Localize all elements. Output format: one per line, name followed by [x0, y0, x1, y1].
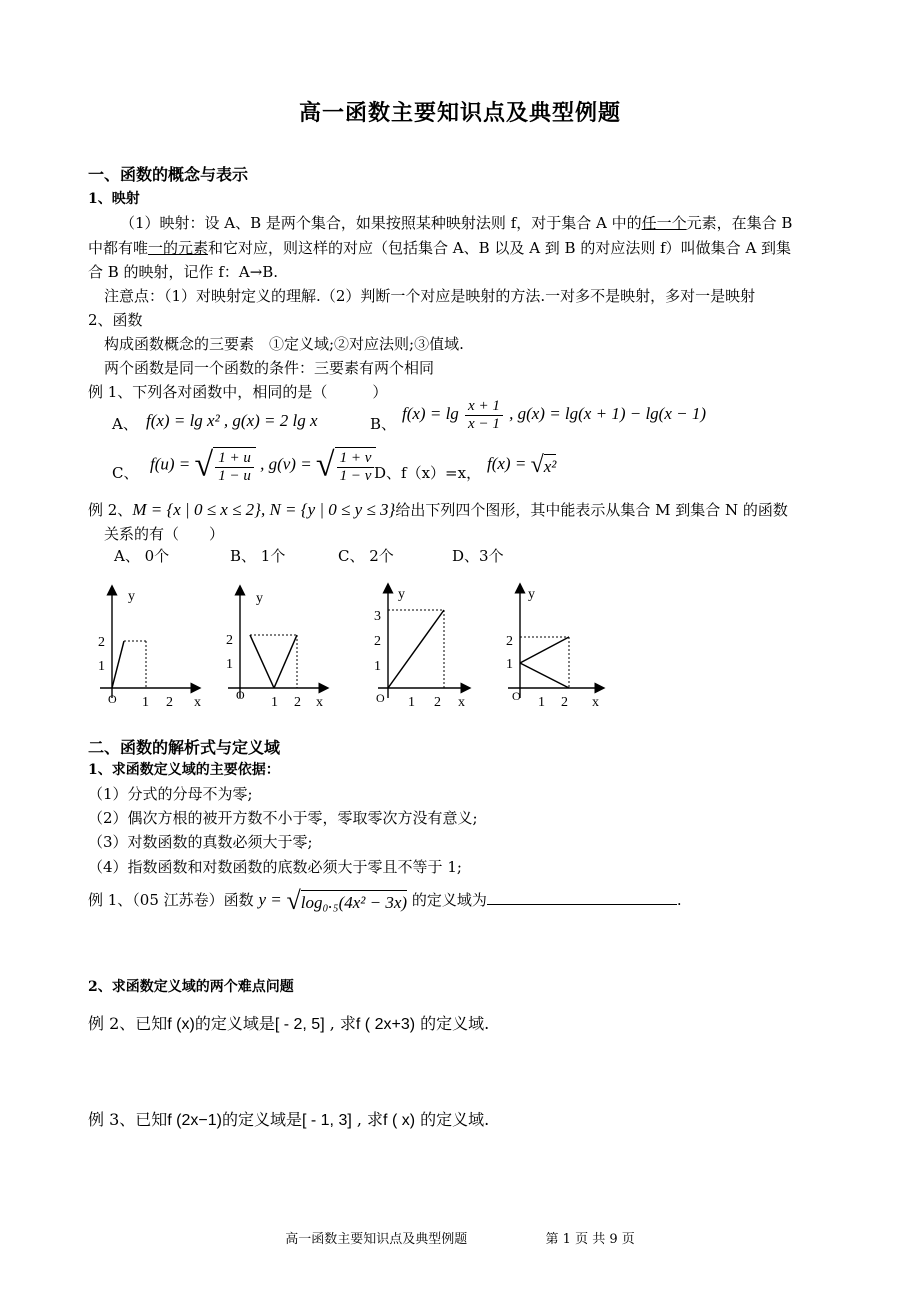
- ex1-option-a-label: A、: [112, 415, 138, 433]
- rule-4: （4）指数函数和对数函数的底数必须大于零且不等于 1;: [88, 858, 462, 876]
- fraction: [337, 450, 375, 484]
- tick-y: 2: [98, 635, 105, 650]
- text: 例 2、已知: [88, 1014, 168, 1033]
- fraction: [465, 398, 503, 432]
- section1-heading: 一、函数的概念与表示: [88, 165, 249, 184]
- y-label: y: [528, 587, 535, 602]
- graph-3: [374, 587, 466, 710]
- math: f ( 2x+3): [355, 1016, 416, 1033]
- page-number: 第 1 页 共 9 页: [545, 1232, 635, 1247]
- section1-sub1: 1、映射: [88, 191, 140, 207]
- function-same-condition: 两个函数是同一个函数的条件：三要素有两个相同: [104, 359, 435, 377]
- radicand: log₀.₅(4x² − 3x): [301, 890, 407, 913]
- sqrt: √ $\frac{1 + u}{1 - u}$: [195, 447, 256, 484]
- x-label: x: [458, 695, 465, 710]
- denominator: 1 − u: [218, 467, 251, 484]
- ex1-option-d-math: [487, 453, 556, 477]
- denominator: 1 − v: [339, 467, 372, 484]
- text: （1）映射：设 A、B 是两个集合，如果按照某种映射法则 f，对于集合 A 中的: [120, 214, 642, 232]
- function-elements: 构成函数概念的三要素 ①定义域;②对应法则;③值域.: [104, 335, 464, 353]
- text: 中都有唯: [88, 239, 149, 257]
- mapping-para-line1: [120, 212, 792, 233]
- graph-2: [226, 590, 324, 710]
- text: 例 1、（05 江苏卷）函数: [88, 891, 254, 909]
- text: , 求: [324, 1014, 356, 1033]
- tick-y: 2: [374, 634, 381, 649]
- y-label: y: [398, 587, 405, 602]
- math: f (2x−1): [167, 1112, 222, 1129]
- mapping-para-line2: [88, 237, 791, 258]
- section1-sub2: 2、函数: [88, 311, 143, 329]
- ex2-option-c: C、 2个: [338, 547, 394, 565]
- text: , 求: [351, 1110, 384, 1129]
- footer-title: 高一函数主要知识点及典型例题: [285, 1232, 468, 1247]
- tick-x: 1: [271, 695, 278, 710]
- text: 给出下列四个图形，其中能表示从集合 M 到集合 N 的函数: [395, 501, 788, 519]
- math: [ - 1, 3]: [301, 1112, 352, 1129]
- text: 的定义域是: [221, 1110, 302, 1129]
- x-label: x: [316, 695, 323, 710]
- text: 的定义域.: [415, 1014, 490, 1033]
- math: f (x): [167, 1016, 195, 1033]
- text: 的定义域是: [194, 1014, 275, 1033]
- fraction: [215, 450, 254, 484]
- tick-y: 1: [374, 659, 381, 674]
- ex1-option-d-label: D、f（x）=x，: [374, 464, 482, 482]
- text: .: [676, 891, 682, 909]
- tick-x: 2: [434, 695, 441, 710]
- text: 的定义域.: [415, 1110, 490, 1129]
- ex1-option-b-label: B、: [370, 415, 397, 433]
- tick-x: 2: [166, 695, 173, 710]
- x-label: x: [194, 695, 201, 710]
- page-footer: [0, 1228, 920, 1247]
- graphs-figure: [88, 580, 618, 715]
- tick-y: 2: [506, 634, 513, 649]
- mapping-para-line3: 合 B 的映射，记作 f：A→B.: [88, 263, 279, 281]
- sqrt: √ $\frac{1 + v}{1 - v}$: [316, 447, 376, 484]
- section2-example2: [88, 1011, 489, 1034]
- text: f(x) = lg: [402, 403, 459, 423]
- text: 的定义域为: [411, 891, 487, 909]
- tick-x: 1: [408, 695, 415, 710]
- example1-question: 例 1、下列各对函数中，相同的是（ ）: [88, 383, 388, 401]
- math: [ - 2, 5]: [274, 1016, 325, 1033]
- text: 例 2、: [88, 501, 133, 519]
- example2-line1: [88, 499, 788, 520]
- ex2-option-d: D、3个: [452, 547, 504, 565]
- sqrt: √log₀.₅(4x² − 3x): [286, 886, 408, 915]
- y-label: y: [128, 589, 135, 604]
- section2-example1: [88, 888, 682, 914]
- mapping-note: 注意点：（1）对映射定义的理解.（2）判断一个对应是映射的方法.一对多不是映射，多对一是映射: [104, 287, 756, 305]
- math-y: y =: [258, 890, 282, 909]
- text: , g(x) = lg(x + 1) − lg(x − 1): [509, 403, 707, 423]
- origin-label: O: [236, 688, 245, 702]
- tick-y: 1: [98, 659, 105, 674]
- numerator: 1 + u: [215, 450, 254, 468]
- tick-x: 2: [561, 695, 568, 710]
- page-title: 高一函数主要知识点及典型例题: [298, 100, 621, 126]
- origin-label: O: [376, 691, 385, 705]
- ex1-option-b-math: [402, 398, 706, 432]
- numerator: 1 + v: [337, 450, 375, 468]
- tick-y: 1: [226, 657, 233, 672]
- text: 元素，在集合 B: [686, 214, 793, 232]
- ex1-option-a-math: f(x) = lg x² , g(x) = 2 lg x: [146, 411, 318, 430]
- text: 和它对应，则这样的对应（包括集合 A、B 以及 A 到 B 的对应法则 f）叫做集合 A 到集: [208, 239, 792, 257]
- tick-y: 3: [374, 609, 381, 624]
- answer-blank: [487, 890, 677, 905]
- tick-y: 2: [226, 633, 233, 648]
- text: , g(v) =: [260, 454, 312, 474]
- y-label: y: [256, 591, 263, 606]
- ex2-option-a: A、 0个: [114, 547, 170, 565]
- section2-sub1: 1、求函数定义域的主要依据：: [88, 762, 280, 778]
- tick-x: 1: [538, 695, 545, 710]
- section2-sub2: 2、求函数定义域的两个难点问题: [88, 979, 294, 995]
- radicand: x²: [544, 454, 557, 477]
- graph-4: [506, 587, 600, 710]
- text: f(x) =: [487, 453, 527, 473]
- origin-label: O: [108, 692, 117, 706]
- denominator: x − 1: [468, 415, 500, 432]
- section2-example3: [88, 1107, 489, 1130]
- tick-x: 1: [142, 695, 149, 710]
- text: f(u) =: [150, 454, 191, 474]
- underline-text: 任一个: [641, 214, 687, 232]
- ex1-option-c-math: [150, 447, 376, 484]
- numerator: x + 1: [465, 398, 503, 416]
- underline-text: 一的元素: [148, 239, 209, 257]
- text: 例 3、已知: [88, 1110, 168, 1129]
- sets-math: M = {x | 0 ≤ x ≤ 2}, N = {y | 0 ≤ y ≤ 3}: [132, 500, 396, 519]
- math: f ( x): [383, 1112, 416, 1129]
- graph-1: [98, 589, 201, 710]
- ex2-option-b: B、 1个: [230, 547, 286, 565]
- tick-x: 2: [294, 695, 301, 710]
- x-label: x: [592, 695, 599, 710]
- example2-line2: 关系的有（ ）: [104, 525, 225, 543]
- section2-heading: 二、函数的解析式与定义域: [88, 738, 281, 757]
- sqrt: √x²: [530, 452, 557, 478]
- rule-1: （1）分式的分母不为零;: [88, 785, 253, 803]
- rule-2: （2）偶次方根的被开方数不小于零，零取零次方没有意义;: [88, 809, 478, 827]
- origin-label: O: [512, 689, 521, 703]
- ex1-option-c-label: C、: [112, 464, 139, 482]
- rule-3: （3）对数函数的真数必须大于零;: [88, 833, 313, 851]
- tick-y: 1: [506, 657, 513, 672]
